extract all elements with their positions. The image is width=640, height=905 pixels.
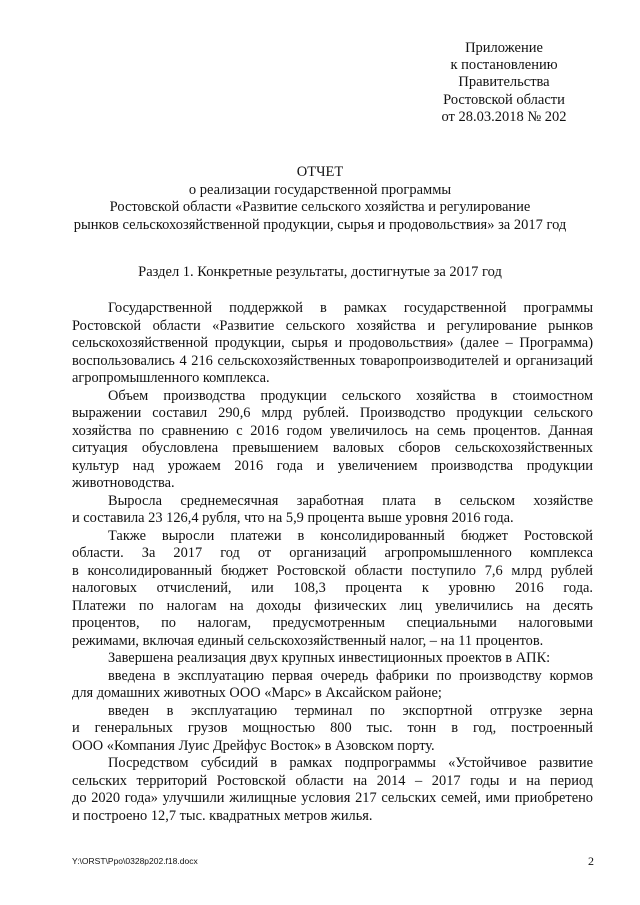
- body-line: налоговых отчислений, или 108,3 процента к уровню 2016 года.: [72, 580, 593, 596]
- body-line: ситуация обусловлена превышением валовых сборов сельскохозяйственных: [72, 440, 593, 456]
- report-title-line: о реализации государственной программы: [188, 181, 452, 198]
- body-line: хозяйства по сравнению с 2016 годом увеличилось на семь процентов. Данная: [72, 422, 593, 439]
- body-line: Государственной поддержкой в рамках государственной программы: [108, 300, 593, 316]
- file-path: Y:\ORST\Ppo\0328p202.f18.docx: [72, 856, 198, 866]
- report-title-line: Ростовской области «Развитие сельского хозяйства и регулирование: [109, 199, 531, 215]
- body-line: Объем производства продукции сельского хозяйства в стоимостном: [108, 387, 593, 404]
- appendix-line: к постановлению: [450, 57, 558, 74]
- body-line: в консолидированный бюджет Ростовской области поступило 7,6 млрд рублей: [72, 562, 593, 579]
- body-line: воспользовались 4 216 сельскохозяйственных товаропроизводителей и организаций: [72, 352, 593, 369]
- page-number: 2: [588, 854, 594, 868]
- body-line: для домашних животных ООО «Марс» в Аксайском районе;: [72, 685, 442, 701]
- body-line: и генеральных грузов мощностью 800 тыс. тонн в год, построенный: [72, 720, 593, 736]
- report-title-line: рынков сельскохозяйственной продукции, сырья и продовольствия» за 2017 год: [73, 216, 567, 233]
- body-line: и составила 23 126,4 рубля, что на 5,9 процента выше уровня 2016 года.: [72, 510, 514, 526]
- body-line: введен в эксплуатацию терминал по экспортной отгрузке зерна: [108, 702, 593, 719]
- report-heading: ОТЧЕТ: [296, 164, 344, 180]
- body-line: культур над урожаем 2016 года и увеличением производства продукции: [72, 457, 593, 474]
- appendix-header: [420, 40, 588, 126]
- section-title: Раздел 1. Конкретные результаты, достигнутые за 2017 год: [138, 264, 502, 280]
- body-line: режимами, включая единый сельскохозяйственный налог, – на 11 процентов.: [72, 632, 544, 649]
- body-line: Выросла среднемесячная заработная плата в сельском хозяйстве: [108, 492, 593, 509]
- body-line: сельскохозяйственной продукции, сырья и продовольствия» (далее – Программа): [72, 335, 593, 351]
- body-line: выражении составил 290,6 млрд рублей. Производство продукции сельского: [72, 405, 593, 421]
- body-line: ООО «Компания Луис Дрейфус Восток» в Азовском порту.: [72, 737, 435, 754]
- body-line: области. За 2017 год от организаций агропромышленного комплекса: [72, 545, 593, 561]
- body-line: введена в эксплуатацию первая очередь фабрики по производству кормов: [108, 667, 593, 684]
- body-line: животноводства.: [72, 475, 175, 491]
- report-body: [72, 300, 593, 825]
- appendix-line: от 28.03.2018 № 202: [441, 108, 567, 125]
- body-line: процентов, по налогам, предусмотренным специальными налоговыми: [72, 615, 593, 631]
- body-line: Посредством субсидий в рамках подпрограммы «Устойчивое развитие: [108, 755, 593, 771]
- appendix-line: Ростовской области: [443, 91, 565, 108]
- body-line: до 2020 года» улучшили жилищные условия 217 сельских семей, ими приобретено: [72, 790, 593, 806]
- body-line: Завершена реализация двух крупных инвестиционных проектов в АПК:: [108, 650, 551, 666]
- report-title: [60, 164, 580, 234]
- appendix-line: Правительства: [458, 74, 550, 91]
- body-line: сельских территорий Ростовской области на 2014 – 2017 годы и на период: [72, 772, 593, 789]
- body-line: агропромышленного комплекса.: [72, 370, 270, 386]
- body-line: Платежи по налогам на доходы физических лиц увеличились на десять: [72, 597, 593, 614]
- body-line: и построено 12,7 тыс. квадратных метров жилья.: [72, 807, 373, 824]
- body-line: Ростовской области «Развитие сельского хозяйства и регулирование рынков: [72, 317, 593, 334]
- appendix-line: Приложение: [465, 40, 543, 56]
- body-line: Также выросли платежи в консолидированный бюджет Ростовской: [108, 527, 593, 544]
